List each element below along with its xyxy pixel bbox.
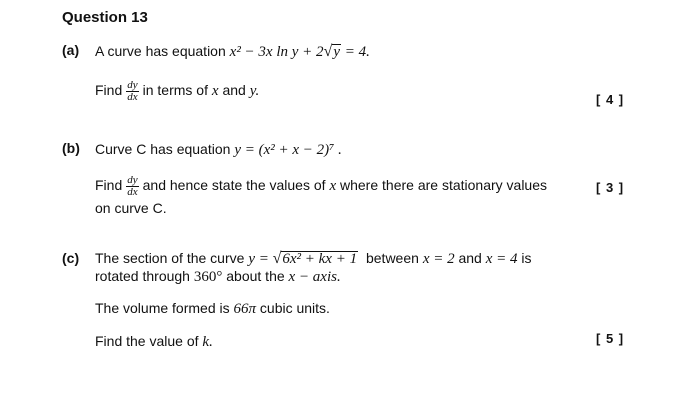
part-b-post: where there are stationary values — [340, 177, 547, 194]
part-a-eq-pre: x² − 3x ln y + 2 — [229, 44, 324, 60]
var-y: y. — [249, 83, 260, 100]
part-a-eq-root: y — [333, 44, 340, 60]
part-c-eq-y: y = — [248, 251, 273, 267]
part-c-x2: x = 2 — [422, 251, 455, 267]
part-b-line2 — [95, 175, 547, 198]
part-c-find: Find the value of — [95, 333, 199, 349]
part-a-line1 — [95, 43, 370, 61]
part-c-line4 — [95, 333, 213, 351]
fraction-denominator: dx — [127, 91, 138, 103]
part-a-in-terms: in terms of — [142, 82, 208, 99]
part-b-find: Find — [95, 177, 123, 194]
part-b-label: (b) — [62, 140, 80, 156]
part-c-axis: x − axis. — [288, 269, 341, 285]
part-c-between: between — [365, 250, 419, 266]
part-a-equation — [230, 44, 370, 60]
part-b-line1 — [95, 141, 342, 159]
var-k: k. — [202, 334, 213, 350]
part-c-units: cubic units. — [259, 300, 330, 316]
part-c-line1 — [95, 250, 532, 268]
part-b-text: Curve C has equation — [95, 141, 231, 157]
part-c-label: (c) — [62, 250, 80, 266]
part-a-and: and — [222, 82, 246, 99]
part-a-line2 — [95, 80, 259, 103]
sqrt-symbol: √ — [272, 250, 282, 267]
part-c-rotated: rotated through — [95, 268, 190, 284]
part-a-text: A curve has equation — [95, 43, 226, 59]
part-b-equation: y = (x² + x − 2)⁷ . — [234, 142, 342, 158]
part-c-pre: The section of the curve — [95, 250, 245, 266]
fraction-denominator: dx — [127, 186, 138, 198]
part-c-equation — [248, 251, 358, 267]
part-b-line3: on curve C. — [95, 200, 167, 216]
part-c-degrees: 360° — [193, 269, 223, 285]
part-c-about: about the — [226, 268, 285, 284]
part-c-x4: x = 4 — [485, 251, 518, 267]
fraction-numerator: dy — [127, 79, 138, 91]
part-c-volume-value: 66π — [233, 301, 257, 317]
sqrt-symbol: √ — [323, 43, 333, 60]
part-c-line3 — [95, 300, 330, 318]
question-title: Question 13 — [62, 9, 148, 26]
part-a-eq-post: = 4. — [341, 44, 370, 60]
part-c-and: and — [458, 250, 482, 266]
part-a-fraction — [126, 80, 138, 103]
var-x: x — [211, 83, 219, 100]
fraction-numerator: dy — [127, 174, 138, 186]
part-c-is: is — [521, 250, 532, 266]
part-c-eq-root: 6x² + kx + 1 — [282, 251, 358, 267]
part-a-label: (a) — [62, 42, 80, 58]
var-x: x — [329, 178, 337, 195]
part-c-line2 — [95, 268, 341, 286]
part-a-marks: [ 4 ] — [596, 92, 625, 107]
part-b-mid: and hence state the values of — [142, 177, 326, 194]
part-c-volume: The volume formed is — [95, 300, 230, 316]
part-c-marks: [ 5 ] — [596, 331, 625, 346]
part-b-marks: [ 3 ] — [596, 180, 625, 195]
part-b-fraction — [126, 175, 138, 198]
part-a-find: Find — [95, 82, 123, 99]
